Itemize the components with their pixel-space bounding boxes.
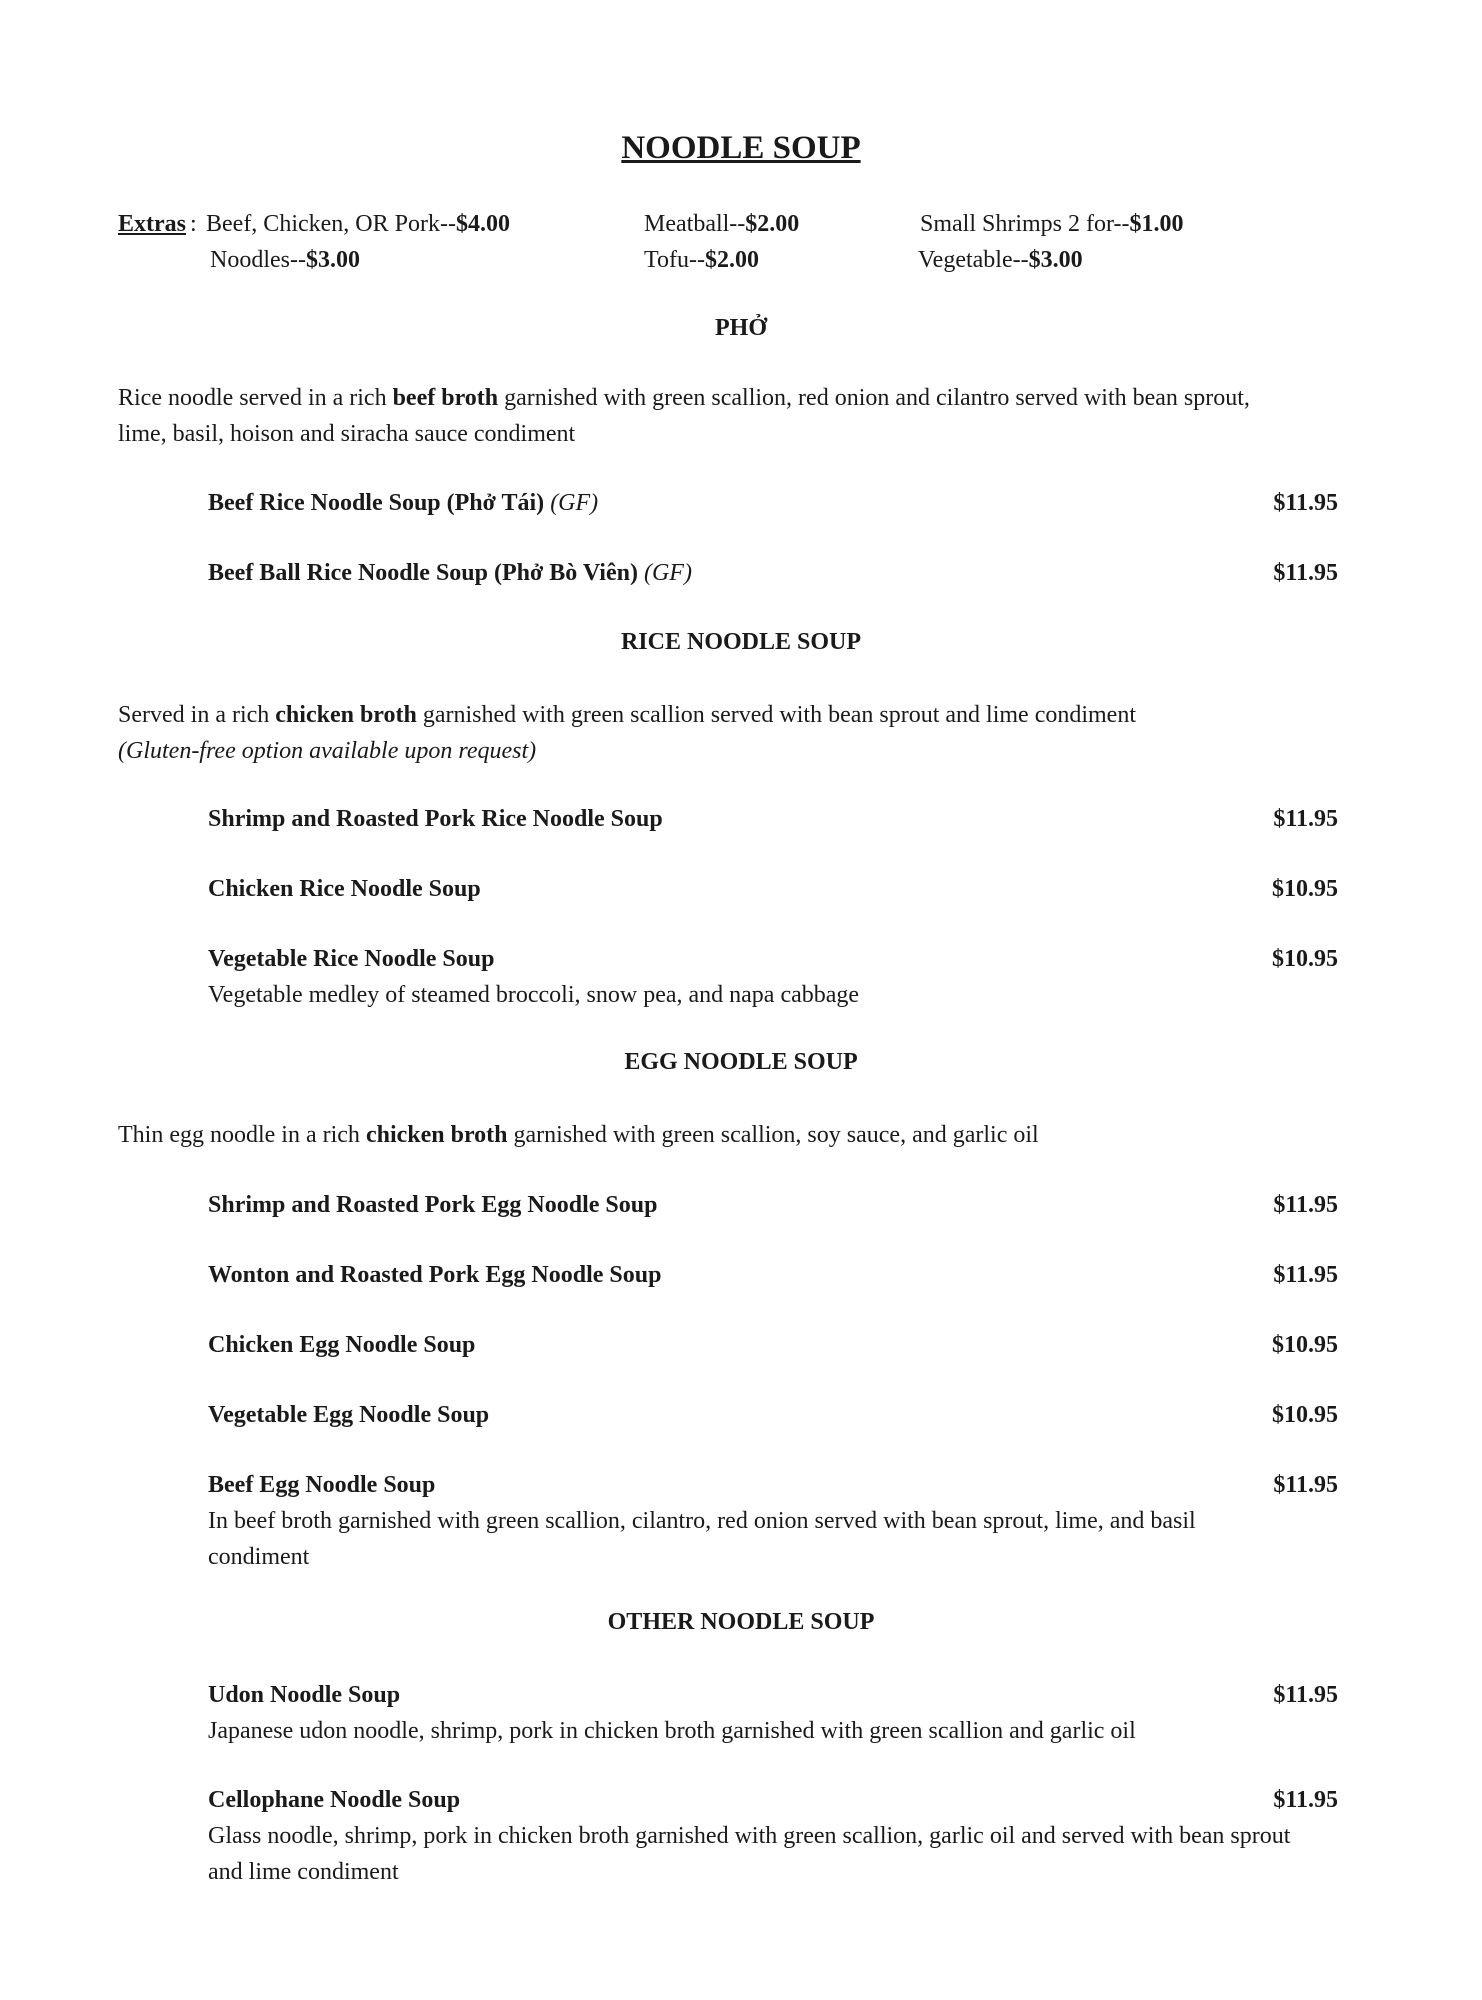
- item-name: Wonton and Roasted Pork Egg Noodle Soup: [208, 1262, 662, 1288]
- item-description: Glass noodle, shrimp, pork in chicken broth garnished with green scallion, garlic oil and served with bean sprout and lime condiment: [208, 1823, 1291, 1885]
- item-price: $10.95: [1272, 1402, 1338, 1428]
- item-price: $11.95: [1273, 1262, 1338, 1288]
- gluten-free-tag: (GF): [550, 490, 599, 516]
- item-price: $11.95: [1273, 1192, 1338, 1218]
- menu-item: [208, 485, 1338, 521]
- menu-item: [208, 1782, 1338, 1890]
- item-name: Udon Noodle Soup: [208, 1682, 401, 1708]
- item-price: $11.95: [1273, 560, 1338, 586]
- item-price: $10.95: [1272, 946, 1338, 972]
- menu-item: [208, 1397, 1338, 1433]
- item-name: Cellophane Noodle Soup: [208, 1787, 461, 1813]
- menu-item: [208, 1467, 1338, 1575]
- extras-label: Extras: [118, 211, 186, 237]
- page-title: NOODLE SOUP: [621, 130, 861, 166]
- item-name: Chicken Rice Noodle Soup: [208, 876, 481, 902]
- item-name: Shrimp and Roasted Pork Egg Noodle Soup: [208, 1192, 658, 1218]
- item-name: Beef Ball Rice Noodle Soup (Phở Bò Viên) (GF): [208, 560, 692, 586]
- extras-block: [118, 206, 1368, 286]
- menu-item: [208, 1187, 1338, 1223]
- item-name: Vegetable Rice Noodle Soup: [208, 946, 495, 972]
- item-description: Vegetable medley of steamed broccoli, snow pea, and napa cabbage: [208, 982, 860, 1008]
- item-name: Beef Rice Noodle Soup (Phở Tái) (GF): [208, 490, 599, 516]
- item-name: Chicken Egg Noodle Soup: [208, 1332, 476, 1358]
- extras-item: Vegetable--$3.00: [918, 247, 1083, 273]
- extras-item: Small Shrimps 2 for--$1.00: [920, 211, 1184, 237]
- extras-item: Meatball--$2.00: [644, 211, 800, 237]
- gluten-free-note: (Gluten-free option available upon request): [118, 738, 537, 764]
- item-price: $11.95: [1273, 1472, 1338, 1498]
- extras-item: Tofu--$2.00: [644, 247, 759, 273]
- item-price: $10.95: [1272, 1332, 1338, 1358]
- menu-item: [208, 1327, 1338, 1363]
- menu-item: [208, 1257, 1338, 1293]
- section-heading-other: OTHER NOODLE SOUP: [607, 1609, 875, 1635]
- section-description-rice: Served in a rich chicken broth garnished with green scallion served with bean sprout and lime condiment (Gluten-free option available upon request): [118, 702, 1137, 764]
- section-description-egg: Thin egg noodle in a rich chicken broth garnished with green scallion, soy sauce, and garlic oil: [118, 1122, 1039, 1148]
- section-heading-egg: EGG NOODLE SOUP: [624, 1049, 858, 1075]
- item-name: Shrimp and Roasted Pork Rice Noodle Soup: [208, 806, 663, 832]
- item-name: Vegetable Egg Noodle Soup: [208, 1402, 490, 1428]
- extras-item: Beef, Chicken, OR Pork--$4.00: [206, 211, 510, 237]
- item-price: $10.95: [1272, 876, 1338, 902]
- menu-item: [208, 801, 1338, 837]
- menu-item: [208, 1677, 1338, 1749]
- menu-item: [208, 555, 1338, 591]
- item-price: $11.95: [1273, 1787, 1338, 1813]
- menu-item: [208, 941, 1338, 1013]
- item-description: Japanese udon noodle, shrimp, pork in chicken broth garnished with green scallion and garlic oil: [208, 1718, 1136, 1744]
- menu-item: [208, 871, 1338, 907]
- extras-item: Noodles--$3.00: [210, 247, 360, 273]
- item-price: $11.95: [1273, 1682, 1338, 1708]
- item-price: $11.95: [1273, 490, 1338, 516]
- item-price: $11.95: [1273, 806, 1338, 832]
- gluten-free-tag: (GF): [643, 560, 692, 586]
- section-heading-rice: RICE NOODLE SOUP: [620, 629, 862, 655]
- section-heading-pho: PHỞ: [715, 315, 767, 341]
- item-name: Beef Egg Noodle Soup: [208, 1472, 436, 1498]
- extras-colon: :: [190, 211, 197, 237]
- item-description: In beef broth garnished with green scallion, cilantro, red onion served with bean sprout, lime, and basil condiment: [208, 1508, 1196, 1570]
- section-description-pho: Rice noodle served in a rich beef broth garnished with green scallion, red onion and cilantro served with bean sprout, lime, basil, hoison and siracha sauce condiment: [118, 385, 1250, 447]
